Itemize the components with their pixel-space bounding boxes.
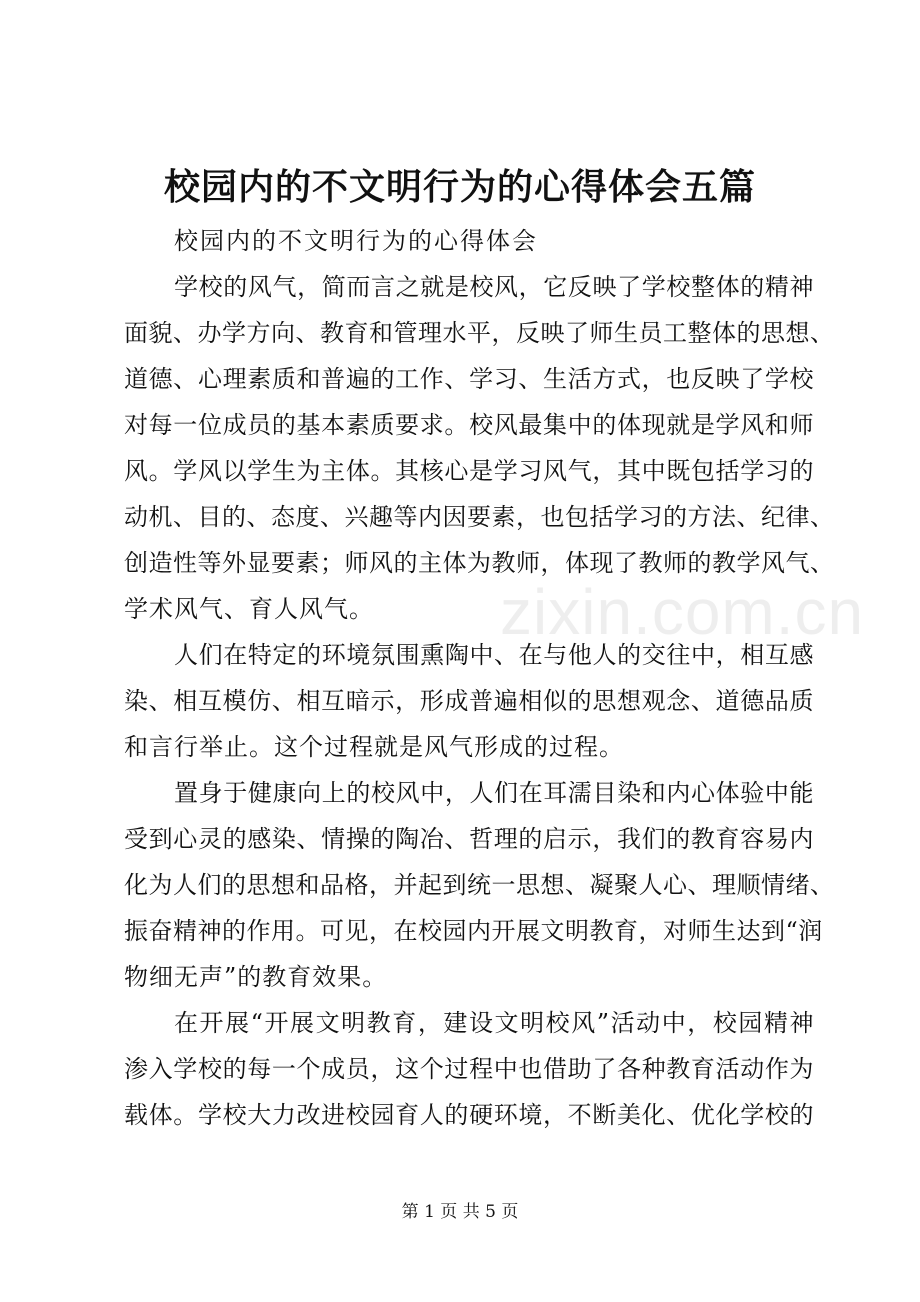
paragraph-line: 在开展“开展文明教育，建设文明校风”活动中，校园精神 <box>174 1009 814 1037</box>
page-footer: 第 1 页 共 5 页 <box>401 1202 519 1222</box>
paragraph-line: 道德、心理素质和普遍的工作、学习、生活方式，也反映了学校 <box>124 365 814 393</box>
paragraph-line: 振奋精神的作用。可见，在校园内开展文明教育，对师生达到“润 <box>124 917 823 945</box>
paragraph-line: 学校的风气，简而言之就是校风，它反映了学校整体的精神 <box>174 273 814 301</box>
watermark: zixin.com.cn <box>500 576 865 648</box>
paragraph-line: 染、相互模仿、相互暗示，形成普遍相似的思想观念、道德品质 <box>124 687 814 715</box>
paragraph <box>124 264 835 632</box>
document-title: 校园内的不文明行为的心得体会五篇 <box>163 166 756 208</box>
paragraph-line: 置身于健康向上的校风中，人们在耳濡目染和内心体验中能 <box>174 779 814 807</box>
paragraph-line: 对每一位成员的基本素质要求。校风最集中的体现就是学风和师 <box>124 411 814 439</box>
paragraph-line: 学术风气、育人风气。 <box>124 595 374 623</box>
paragraph-line: 渗入学校的每一个成员，这个过程中也借助了各种教育活动作为 <box>124 1055 814 1083</box>
paragraph-line: 风。学风以学生为主体。其核心是学习风气，其中既包括学习的 <box>124 457 814 485</box>
paragraph-line: 人们在特定的环境氛围熏陶中、在与他人的交往中，相互感 <box>174 641 814 669</box>
paragraph <box>124 632 814 770</box>
paragraph-line: 化为人们的思想和品格，并起到统一思想、凝聚人心、理顺情绪、 <box>124 871 835 899</box>
paragraph-list <box>124 264 835 1138</box>
paragraph <box>124 770 835 1000</box>
document-subtitle: 校园内的不文明行为的心得体会 <box>174 227 538 255</box>
paragraph-line: 受到心灵的感染、情操的陶冶、哲理的启示，我们的教育容易内 <box>124 825 814 853</box>
paragraph-line: 面貌、办学方向、教育和管理水平，反映了师生员工整体的思想、 <box>124 319 835 347</box>
paragraph-line: 和言行举止。这个过程就是风气形成的过程。 <box>124 733 624 761</box>
paragraph-line: 创造性等外显要素；师风的主体为教师，体现了教师的教学风气、 <box>124 549 835 577</box>
paragraph-line: 物细无声”的教育效果。 <box>124 963 388 991</box>
document-body <box>124 218 835 1138</box>
paragraph <box>124 1000 814 1138</box>
paragraph-line: 动机、目的、态度、兴趣等内因要素，也包括学习的方法、纪律、 <box>124 503 835 531</box>
paragraph-line: 载体。学校大力改进校园育人的硬环境，不断美化、优化学校的 <box>124 1101 814 1129</box>
